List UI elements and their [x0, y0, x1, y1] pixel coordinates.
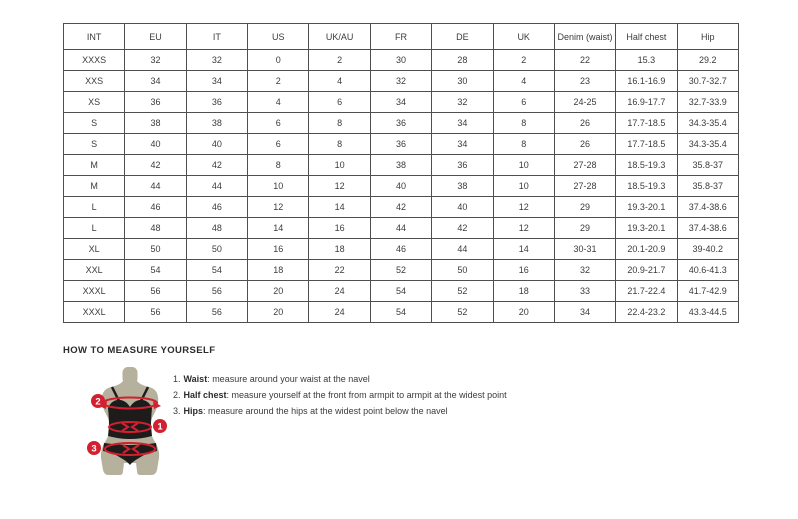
size-cell: 8: [493, 134, 554, 155]
waist-badge-number: 1: [157, 421, 163, 433]
size-cell: 2: [248, 71, 309, 92]
size-cell: 35.8-37: [677, 176, 738, 197]
size-cell: 56: [125, 281, 186, 302]
size-cell: 46: [370, 239, 431, 260]
step-label: Half chest: [183, 390, 227, 400]
step-label: Waist: [183, 374, 208, 384]
size-cell: S: [64, 113, 125, 134]
size-row: [64, 302, 739, 323]
size-cell: 22: [309, 260, 370, 281]
step-number: 1.: [173, 374, 181, 384]
column-header: UK/AU: [309, 24, 370, 50]
size-row: [64, 134, 739, 155]
step-text: : measure around your waist at the navel: [207, 374, 370, 384]
size-cell: 30-31: [554, 239, 615, 260]
size-cell: 24-25: [554, 92, 615, 113]
size-cell: 27-28: [554, 176, 615, 197]
column-header: DE: [432, 24, 493, 50]
size-cell: 4: [493, 71, 554, 92]
size-chart-body: [64, 50, 739, 323]
size-cell: 32.7-33.9: [677, 92, 738, 113]
size-cell: 26: [554, 134, 615, 155]
size-cell: 36: [370, 134, 431, 155]
size-cell: 36: [370, 113, 431, 134]
size-cell: 29: [554, 218, 615, 239]
size-cell: 12: [248, 197, 309, 218]
size-cell: 48: [125, 218, 186, 239]
size-cell: 26: [554, 113, 615, 134]
size-cell: 16: [309, 218, 370, 239]
size-cell: 34: [432, 134, 493, 155]
size-cell: 6: [309, 92, 370, 113]
size-cell: 12: [493, 197, 554, 218]
size-cell: 34: [186, 71, 247, 92]
size-cell: 54: [370, 281, 431, 302]
size-cell: 56: [125, 302, 186, 323]
size-cell: 40: [186, 134, 247, 155]
measurement-steps: [173, 371, 507, 419]
size-cell: 10: [493, 155, 554, 176]
size-cell: 4: [248, 92, 309, 113]
size-cell: 0: [248, 50, 309, 71]
hips-badge-number: 3: [91, 443, 97, 455]
size-cell: 44: [370, 218, 431, 239]
size-cell: 40: [432, 197, 493, 218]
size-cell: 12: [309, 176, 370, 197]
size-cell: 2: [493, 50, 554, 71]
size-cell: 32: [432, 92, 493, 113]
column-header: Hip: [677, 24, 738, 50]
size-cell: 6: [493, 92, 554, 113]
step-text: : measure around the hips at the widest point below the navel: [203, 406, 448, 416]
size-cell: 18: [309, 239, 370, 260]
size-cell: 46: [125, 197, 186, 218]
size-cell: 56: [186, 302, 247, 323]
size-cell: 16: [493, 260, 554, 281]
size-cell: 32: [125, 50, 186, 71]
step-text: : measure yourself at the front from armpit to armpit at the widest point: [226, 390, 507, 400]
size-row: [64, 176, 739, 197]
size-cell: 18: [493, 281, 554, 302]
size-cell: 42: [186, 155, 247, 176]
size-cell: 34: [370, 92, 431, 113]
size-cell: 8: [309, 134, 370, 155]
measure-step: [173, 403, 507, 419]
size-cell: XXS: [64, 71, 125, 92]
measure-step: [173, 371, 507, 387]
size-cell: 50: [432, 260, 493, 281]
size-cell: L: [64, 218, 125, 239]
size-row: [64, 155, 739, 176]
size-row: [64, 281, 739, 302]
size-cell: S: [64, 134, 125, 155]
size-cell: 12: [493, 218, 554, 239]
size-chart-header: [64, 24, 739, 50]
size-chart-table: [63, 23, 739, 323]
size-cell: XL: [64, 239, 125, 260]
size-cell: 27-28: [554, 155, 615, 176]
size-cell: 10: [493, 176, 554, 197]
size-cell: 43.3-44.5: [677, 302, 738, 323]
size-row: [64, 218, 739, 239]
size-cell: 42: [125, 155, 186, 176]
size-row: [64, 197, 739, 218]
size-row: [64, 113, 739, 134]
size-cell: 34: [125, 71, 186, 92]
column-header: UK: [493, 24, 554, 50]
step-label: Hips: [183, 406, 204, 416]
how-to-measure-title: HOW TO MEASURE YOURSELF: [63, 345, 216, 356]
size-cell: 14: [309, 197, 370, 218]
size-cell: 17.7-18.5: [616, 113, 677, 134]
size-cell: 16.1-16.9: [616, 71, 677, 92]
size-cell: XS: [64, 92, 125, 113]
column-header: US: [248, 24, 309, 50]
size-cell: 52: [432, 281, 493, 302]
size-cell: 30.7-32.7: [677, 71, 738, 92]
size-cell: 24: [309, 302, 370, 323]
chest-badge-number: 2: [95, 396, 101, 408]
size-cell: 38: [125, 113, 186, 134]
size-cell: 34: [432, 113, 493, 134]
size-cell: 6: [248, 113, 309, 134]
size-cell: 8: [493, 113, 554, 134]
size-cell: 29: [554, 197, 615, 218]
size-cell: 34: [554, 302, 615, 323]
size-cell: 40: [370, 176, 431, 197]
size-cell: 52: [432, 302, 493, 323]
size-cell: 36: [125, 92, 186, 113]
size-cell: 37.4-38.6: [677, 197, 738, 218]
column-header: Denim (waist): [554, 24, 615, 50]
step-number: 3.: [173, 406, 181, 416]
measure-step: [173, 387, 507, 403]
size-cell: 18.5-19.3: [616, 155, 677, 176]
size-cell: 36: [432, 155, 493, 176]
size-cell: 35.8-37: [677, 155, 738, 176]
size-cell: XXXL: [64, 302, 125, 323]
size-row: [64, 92, 739, 113]
size-row: [64, 71, 739, 92]
size-cell: 20: [248, 281, 309, 302]
size-cell: XXL: [64, 260, 125, 281]
size-cell: 54: [186, 260, 247, 281]
size-cell: 16: [248, 239, 309, 260]
size-cell: 19.3-20.1: [616, 197, 677, 218]
size-cell: 30: [370, 50, 431, 71]
size-cell: 40: [125, 134, 186, 155]
size-cell: 10: [248, 176, 309, 197]
size-cell: 36: [186, 92, 247, 113]
size-cell: 2: [309, 50, 370, 71]
column-header: FR: [370, 24, 431, 50]
size-cell: 20: [248, 302, 309, 323]
size-cell: 46: [186, 197, 247, 218]
size-cell: 20.9-21.7: [616, 260, 677, 281]
column-header: Half chest: [616, 24, 677, 50]
size-cell: 23: [554, 71, 615, 92]
size-cell: 40.6-41.3: [677, 260, 738, 281]
size-cell: 30: [432, 71, 493, 92]
size-cell: 14: [248, 218, 309, 239]
size-cell: 22: [554, 50, 615, 71]
size-cell: 18.5-19.3: [616, 176, 677, 197]
size-cell: 10: [309, 155, 370, 176]
size-cell: 15.3: [616, 50, 677, 71]
size-cell: 20: [493, 302, 554, 323]
column-header: EU: [125, 24, 186, 50]
size-cell: 44: [125, 176, 186, 197]
size-cell: 6: [248, 134, 309, 155]
size-cell: M: [64, 176, 125, 197]
size-cell: 8: [309, 113, 370, 134]
size-cell: 19.3-20.1: [616, 218, 677, 239]
size-cell: 20.1-20.9: [616, 239, 677, 260]
size-cell: 38: [186, 113, 247, 134]
size-cell: XXXL: [64, 281, 125, 302]
column-header: INT: [64, 24, 125, 50]
size-cell: 42: [432, 218, 493, 239]
size-row: [64, 260, 739, 281]
size-cell: 34.3-35.4: [677, 134, 738, 155]
column-header: IT: [186, 24, 247, 50]
size-cell: 39-40.2: [677, 239, 738, 260]
size-cell: 17.7-18.5: [616, 134, 677, 155]
size-cell: 18: [248, 260, 309, 281]
size-cell: 50: [125, 239, 186, 260]
size-cell: 48: [186, 218, 247, 239]
size-cell: 52: [370, 260, 431, 281]
size-cell: 54: [370, 302, 431, 323]
size-cell: 32: [554, 260, 615, 281]
size-cell: 54: [125, 260, 186, 281]
size-row: [64, 50, 739, 71]
size-cell: 38: [432, 176, 493, 197]
size-cell: 42: [370, 197, 431, 218]
size-cell: 8: [248, 155, 309, 176]
step-number: 2.: [173, 390, 181, 400]
size-cell: 44: [432, 239, 493, 260]
size-cell: 56: [186, 281, 247, 302]
size-cell: 4: [309, 71, 370, 92]
size-cell: 34.3-35.4: [677, 113, 738, 134]
size-cell: 14: [493, 239, 554, 260]
size-cell: 32: [186, 50, 247, 71]
size-cell: 21.7-22.4: [616, 281, 677, 302]
size-cell: 41.7-42.9: [677, 281, 738, 302]
size-cell: 24: [309, 281, 370, 302]
size-cell: 33: [554, 281, 615, 302]
size-cell: 22.4-23.2: [616, 302, 677, 323]
size-cell: XXXS: [64, 50, 125, 71]
size-cell: M: [64, 155, 125, 176]
size-cell: 37.4-38.6: [677, 218, 738, 239]
header-row: [64, 24, 739, 50]
size-cell: 29.2: [677, 50, 738, 71]
size-cell: 38: [370, 155, 431, 176]
size-cell: 50: [186, 239, 247, 260]
size-cell: L: [64, 197, 125, 218]
size-cell: 32: [370, 71, 431, 92]
size-cell: 16.9-17.7: [616, 92, 677, 113]
size-cell: 28: [432, 50, 493, 71]
size-row: [64, 239, 739, 260]
size-cell: 44: [186, 176, 247, 197]
